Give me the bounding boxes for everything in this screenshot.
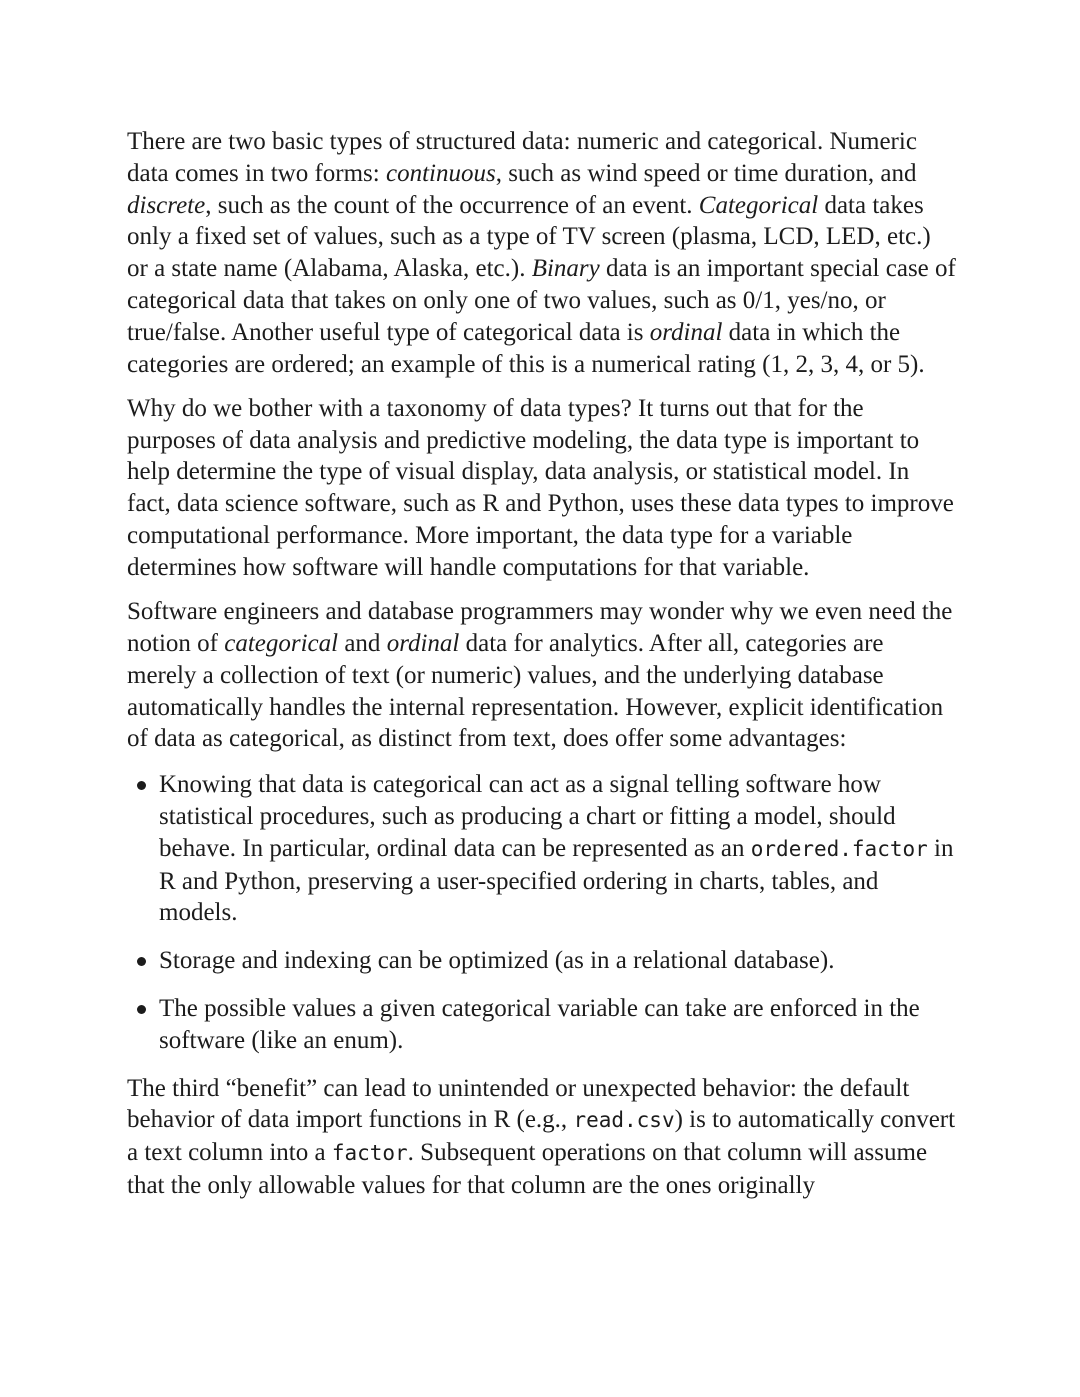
term-categorical-2: categorical [224,629,339,657]
paragraph-third-benefit: The third “benefit” can lead to unintended or unexpected behavior: the default behavior of data import functions in R (e.g., read.csv) is to automatically convert a text column into a factor. Subsequent operations on that column will assume that the only allowable values for that column are the ones originally [127,1074,956,1199]
list-item: Knowing that data is categorical can act as a signal telling software how statistical procedures, such as producing a chart or fitting a model, should behave. In particular, ordinal data can be represented as an ordered.factor in R and Python, preserving a user-specified ordering in charts, tables, and models. [127,769,957,929]
bullet-icon [137,1005,146,1014]
term-categorical: Categorical [698,191,819,219]
term-ordinal-2: ordinal [386,629,460,657]
inline-code: ordered.factor [750,836,928,861]
paragraph-taxonomy: Why do we bother with a taxonomy of data types? It turns out that for the purposes of data analysis and predictive modeling, the data type is important to help determine the type of visual display, data analysis, or statistical model. In fact, data science software, such as R and Python, uses these data types to improve computational performance. More important, the data type for a variable determines how software will handle computations for that variable. [127,394,954,581]
list-item: Storage and indexing can be optimized (as in a relational database). [127,945,957,977]
inline-code: read.csv [573,1108,675,1133]
bullet-icon [137,781,146,790]
paragraph-software-engineers: Software engineers and database programmers may wonder why we even need the notion of categorical and ordinal data for analytics. After all, categories are merely a collection of text (or numeric) values, and the underlying database automatically handles the internal representation. However, explicit identification of data as categorical, as distinct from text, does offer some advantages: [127,598,953,753]
term-discrete: discrete [127,191,206,219]
term-binary: Binary [531,255,600,283]
inline-code: factor [331,1141,408,1166]
bullet-icon [137,957,146,966]
advantages-list [127,769,957,1056]
list-item: The possible values a given categorical variable can take are enforced in the software (like an enum). [127,993,957,1057]
document-page [127,126,957,1214]
term-ordinal: ordinal [649,318,723,346]
term-continuous: continuous [385,159,496,187]
paragraph-data-types: There are two basic types of structured data: numeric and categorical. Numeric data comes in two forms: continuous, such as wind speed or time duration, and discrete, such as the count of the occurrence of an event. Categorical data takes only a fixed set of values, such as a type of TV screen (plasma, LCD, LED, etc.) or a state name (Alabama, Alaska, etc.). Binary data is an important special case of categorical data that takes on only one of two values, such as 0/1, yes/no, or true/false. Another useful type of categorical data is ordinal data in which the categories are ordered; an example of this is a numerical rating (1, 2, 3, 4, or 5). [127,128,956,378]
